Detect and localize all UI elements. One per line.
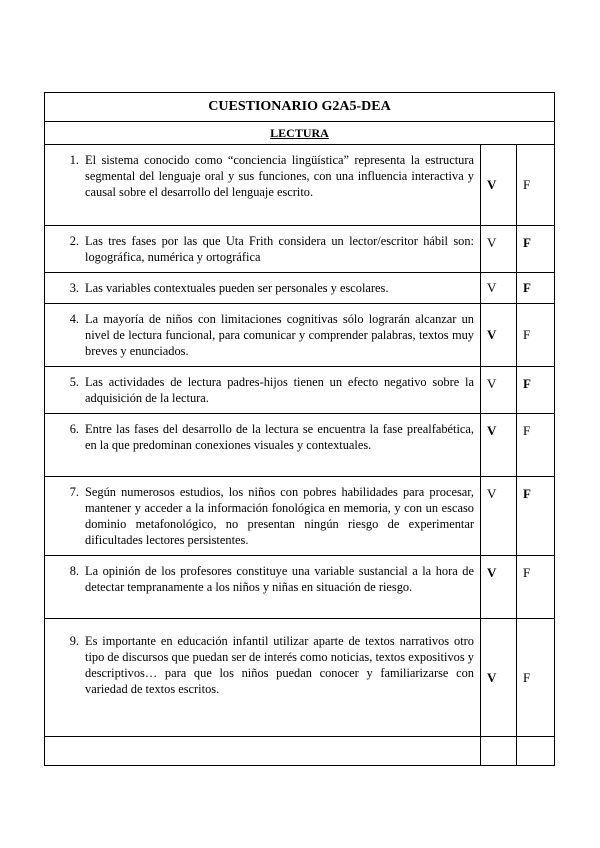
- true-option: V: [481, 273, 517, 304]
- question-number: 1.: [69, 153, 79, 167]
- question-number: 7.: [69, 485, 79, 499]
- question-text: El sistema conocido como “conciencia lingüística” representa la estructura segmental del lenguaje oral y sus funciones, con una influencia interactiva y causal sobre el desarrollo del lenguaje escrito.: [85, 153, 474, 199]
- true-option: V: [481, 556, 517, 619]
- question-row: [45, 145, 555, 226]
- section-heading: LECTURA: [45, 122, 555, 145]
- section-row: [45, 122, 555, 145]
- false-option: F: [517, 619, 555, 737]
- false-option: F: [517, 414, 555, 477]
- false-option: F: [517, 145, 555, 226]
- question-number: 3.: [69, 281, 79, 295]
- empty-cell: [481, 737, 517, 766]
- question-text: Es importante en educación infantil utilizar aparte de textos narrativos otro tipo de discursos que puedan ser de interés como noticias, textos expositivos y descriptivos… para que los niños puedan conocer y familiarizarse con variedad de textos escritos.: [85, 634, 474, 696]
- empty-row: [45, 737, 555, 766]
- question-text: La mayoría de niños con limitaciones cognitivas sólo lograrán alcanzar un nivel de lectura funcional, para comunicar y comprender palabras, textos muy breves y enunciados.: [85, 312, 474, 358]
- title-row: [45, 93, 555, 122]
- question-number: 4.: [69, 312, 79, 326]
- question-number: 8.: [69, 564, 79, 578]
- true-option: V: [481, 619, 517, 737]
- question-number: 6.: [69, 422, 79, 436]
- question-row: [45, 304, 555, 367]
- empty-cell: [517, 737, 555, 766]
- false-option: F: [517, 304, 555, 367]
- false-option: F: [517, 556, 555, 619]
- true-option: V: [481, 304, 517, 367]
- false-option: F: [517, 477, 555, 556]
- true-option: V: [481, 226, 517, 273]
- false-option: F: [517, 367, 555, 414]
- true-option: V: [481, 367, 517, 414]
- questionnaire-title: CUESTIONARIO G2A5-DEA: [45, 93, 555, 122]
- empty-cell: [45, 737, 481, 766]
- question-row: [45, 619, 555, 737]
- question-text: Entre las fases del desarrollo de la lectura se encuentra la fase prealfabética, en la que predominan conexiones visuales y contextuales.: [85, 422, 474, 452]
- question-number: 9.: [69, 634, 79, 648]
- question-text: Las actividades de lectura padres-hijos tienen un efecto negativo sobre la adquisición de la lectura.: [85, 375, 474, 405]
- question-row: [45, 226, 555, 273]
- question-row: [45, 273, 555, 304]
- question-row: [45, 414, 555, 477]
- true-option: V: [481, 145, 517, 226]
- false-option: F: [517, 226, 555, 273]
- question-text: Según numerosos estudios, los niños con pobres habilidades para procesar, mantener y acceder a la información fonológica en memoria, y con un escaso dominio metafonológico, no presentan ningún riesgo de experimentar dificultades lectores persistentes.: [85, 485, 474, 547]
- question-text: Las variables contextuales pueden ser personales y escolares.: [85, 281, 389, 295]
- question-row: [45, 367, 555, 414]
- question-number: 5.: [69, 375, 79, 389]
- question-text: Las tres fases por las que Uta Frith considera un lector/escritor hábil son: logográfica, numérica y ortográfica: [85, 234, 474, 264]
- true-option: V: [481, 477, 517, 556]
- question-row: [45, 477, 555, 556]
- false-option: F: [517, 273, 555, 304]
- questionnaire-table: [44, 92, 555, 766]
- question-number: 2.: [69, 234, 79, 248]
- question-row: [45, 556, 555, 619]
- question-text: La opinión de los profesores constituye una variable sustancial a la hora de detectar tempranamente a los niños y niñas en situación de riesgo.: [85, 564, 474, 594]
- true-option: V: [481, 414, 517, 477]
